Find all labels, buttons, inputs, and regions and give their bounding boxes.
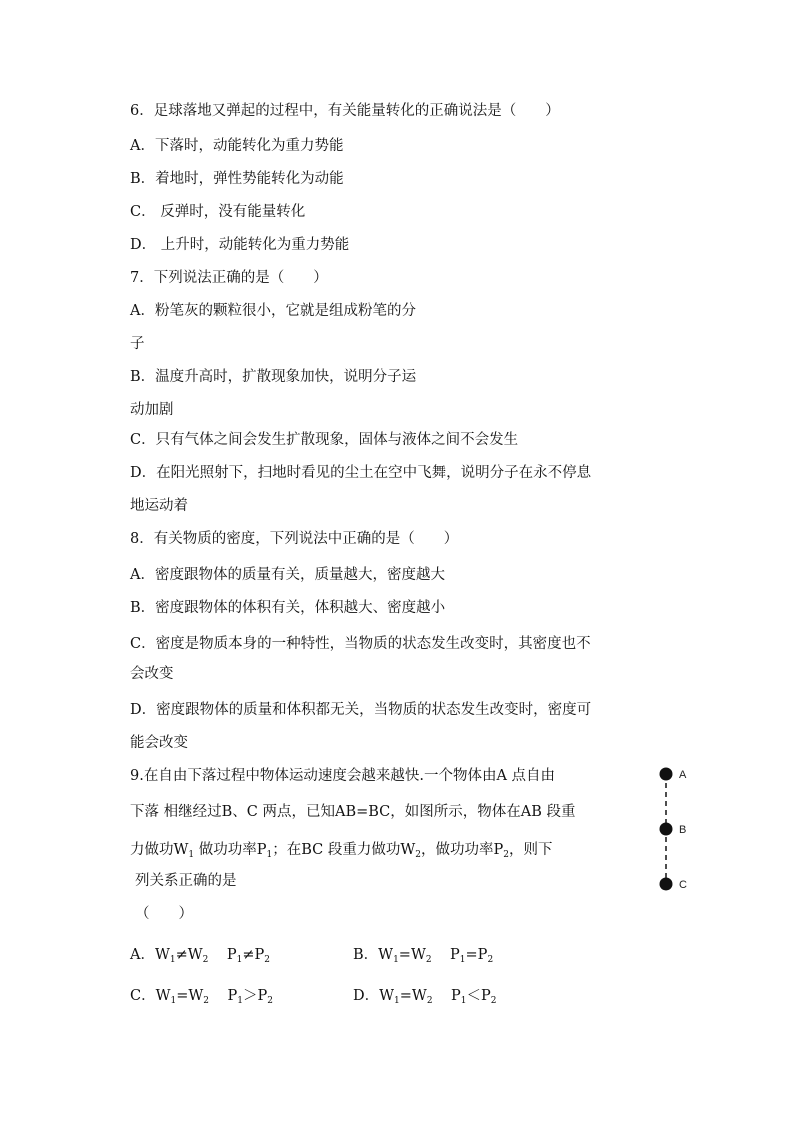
q7-option-a: A．粉笔灰的颗粒很小，它就是组成粉笔的分 [130, 303, 416, 319]
q9-stem-line-4: 列关系正确的是 [135, 873, 237, 889]
q6-option-b: B．着地时，弹性势能转化为动能 [130, 171, 344, 187]
q9-option-d: D．$W_1=W_2$ $P_1<P_2$ [353, 988, 497, 1006]
q8-option-d-cont: 能会改变 [130, 735, 188, 751]
label-c: C [679, 879, 687, 891]
q7-option-c: C．只有气体之间会发生扩散现象，固体与液体之间不会发生 [130, 432, 519, 448]
point-c-ball [660, 878, 673, 891]
q9-stem-line-3: 力做功$W_1$ 做功功率$P_1$；在BC 段重力做功$W_2$，做功功率$P_2$，则下 [130, 842, 553, 860]
q9-option-b: B．$W_1=W_2$ $P_1=P_2$ [353, 947, 494, 965]
free-fall-figure [648, 760, 708, 900]
q8-option-d: D．密度跟物体的质量和体积都无关，当物质的状态发生改变时，密度可 [130, 702, 592, 718]
label-b: B [679, 824, 687, 836]
q8-option-c: C．密度是物质本身的一种特性，当物质的状态发生改变时，其密度也不 [130, 636, 591, 652]
label-a: A [679, 769, 687, 781]
q8-stem: 8．有关物质的密度，下列说法中正确的是（ ） [130, 531, 459, 547]
q7-option-d: D．在阳光照射下，扫地时看见的尘土在空中飞舞，说明分子在永不停息 [130, 465, 592, 481]
q6-stem: 6．足球落地又弹起的过程中，有关能量转化的正确说法是（ ） [130, 103, 560, 119]
q7-option-b-cont: 动加剧 [130, 402, 174, 418]
q9-answer-paren: （ ） [135, 906, 193, 922]
q6-option-d: D． 上升时，动能转化为重力势能 [130, 237, 350, 253]
q8-option-c-cont: 会改变 [130, 666, 174, 682]
q7-option-a-cont: 子 [130, 336, 145, 352]
point-a-ball [660, 768, 673, 781]
q7-stem: 7．下列说法正确的是（ ） [130, 270, 328, 286]
q8-option-b: B．密度跟物体的体积有关，体积越大、密度越小 [130, 600, 446, 616]
q6-option-c: C． 反弹时，没有能量转化 [130, 204, 306, 220]
point-b-ball [660, 823, 673, 836]
q9-option-c: C．$W_1=W_2$ $P_1>P_2$ [130, 988, 273, 1006]
q7-option-b: B．温度升高时，扩散现象加快，说明分子运 [130, 369, 417, 385]
q6-option-a: A．下落时，动能转化为重力势能 [130, 138, 344, 154]
q9-option-a: A．$W_1\ne W_2$ $P_1\ne P_2$ [130, 947, 270, 965]
q9-stem-line-1: 9.在自由下落过程中物体运动速度会越来越快.一个物体由A 点自由 [130, 768, 556, 784]
q8-option-a: A．密度跟物体的质量有关，质量越大，密度越大 [130, 567, 445, 583]
q7-option-d-cont: 地运动着 [130, 498, 188, 514]
q9-stem-line-2: 下落 相继经过B、C 两点，已知AB=BC，如图所示，物体在AB 段重 [130, 804, 576, 820]
